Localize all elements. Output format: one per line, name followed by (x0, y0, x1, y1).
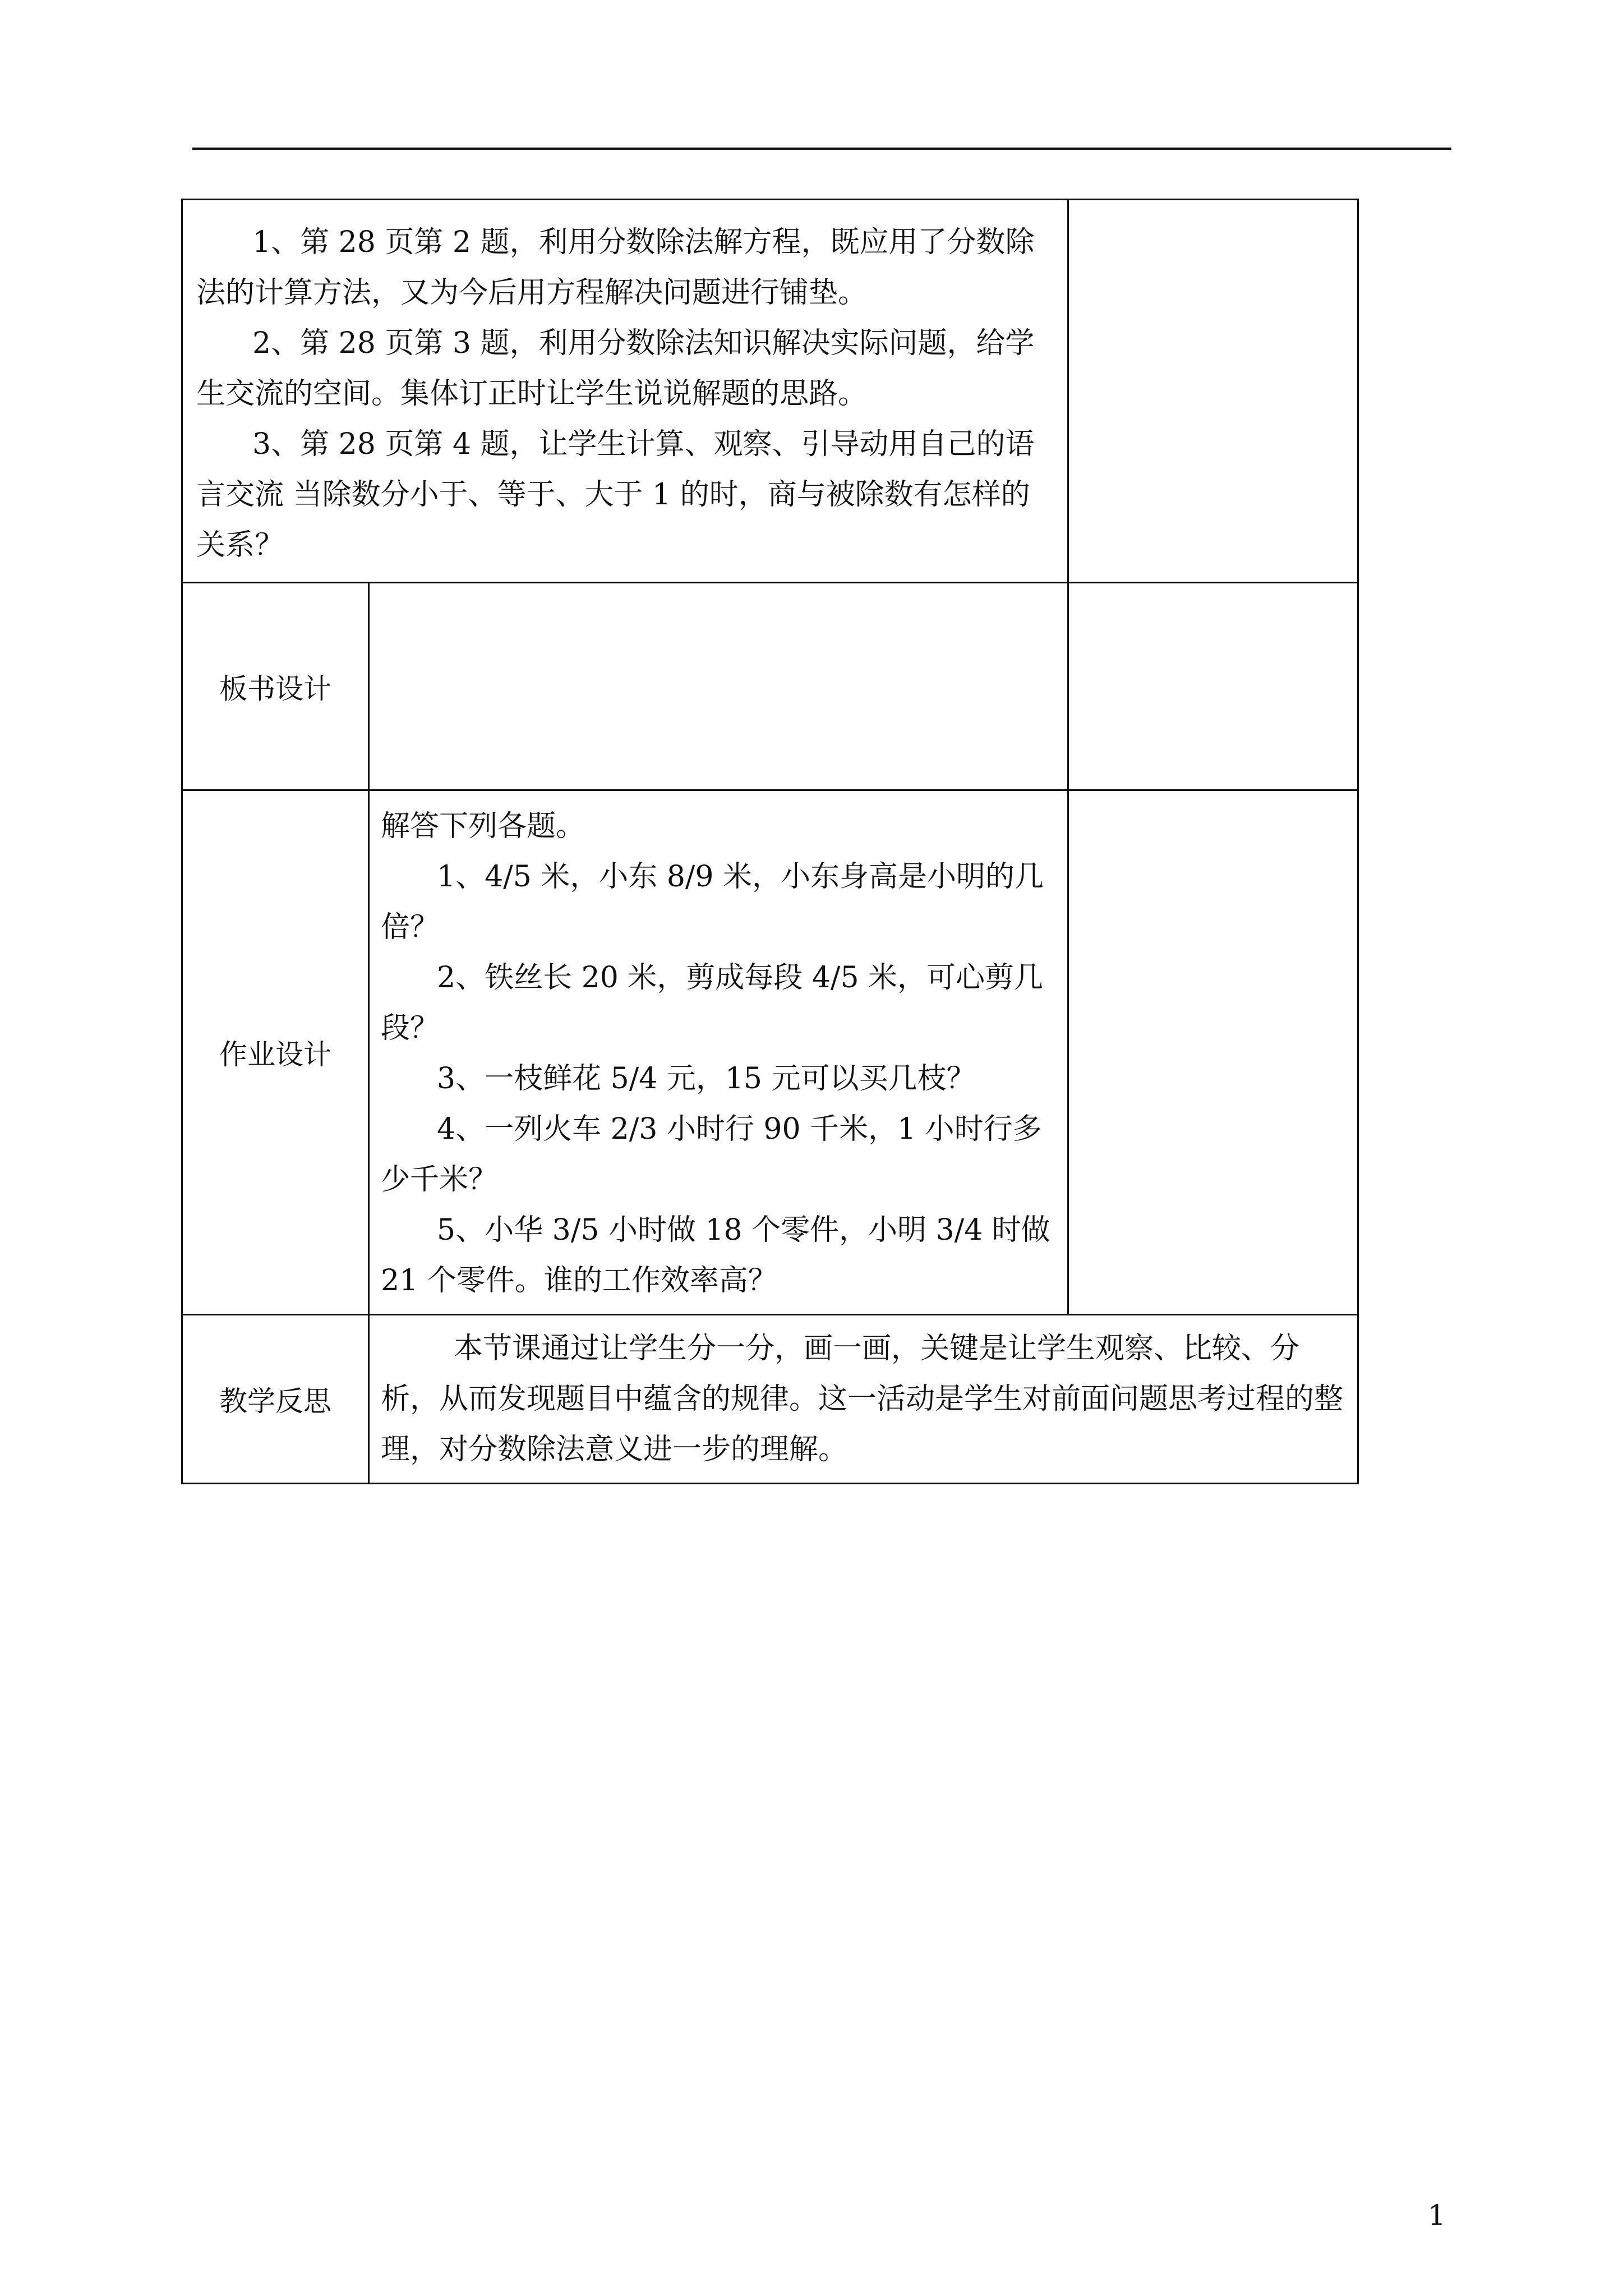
intro-row (182, 200, 1358, 583)
lesson-plan-table (181, 199, 1357, 1484)
homework-row (182, 790, 1358, 1315)
homework-item-2: 2、铁丝长 20 米，剪成每段 4/5 米，可心剪几段？ (381, 961, 1044, 1045)
intro-paragraph-2: 2、第 28 页第 3 题，利用分数除法知识解决实际问题，给学生交流的空间。集体订正时让学生说说解题的思路。 (196, 326, 1035, 411)
homework-item-1: 1、4/5 米，小东 8/9 米，小东身高是小明的几倍？ (381, 860, 1044, 944)
board-side-cell (1068, 583, 1358, 790)
board-content-cell (369, 583, 1068, 790)
reflection-text: 本节课通过让学生分一分，画一画，关键是让学生观察、比较、分析，从而发现题目中蕴含的规律。这一活动是学生对前面问题思考过程的整理，对分数除法意义进一步的理解。 (381, 1332, 1344, 1466)
homework-side-cell (1068, 790, 1358, 1315)
header-rule (192, 148, 1451, 150)
board-label: 板书设计 (182, 583, 369, 790)
homework-item-5: 5、小华 3/5 小时做 18 个零件，小明 3/4 时做 21 个零件。谁的工作效率高？ (381, 1213, 1050, 1297)
intro-paragraph-3: 3、第 28 页第 4 题，让学生计算、观察、引导动用自己的语言交流 当除数分小于、等于、大于 1 的时，商与被除数有怎样的关系？ (196, 427, 1035, 562)
homework-item-4: 4、一列火车 2/3 小时行 90 千米，1 小时行多少千米？ (381, 1112, 1042, 1197)
intro-side-cell (1068, 200, 1358, 583)
homework-heading: 解答下列各题。 (381, 809, 585, 843)
homework-item-3: 3、一枝鲜花 5/4 元，15 元可以买几枝？ (437, 1062, 976, 1096)
reflection-cell (369, 1315, 1358, 1484)
page-number: 1 (1428, 2199, 1446, 2231)
intro-cell (182, 200, 1068, 583)
homework-label: 作业设计 (182, 790, 369, 1315)
intro-paragraph-1: 1、第 28 页第 2 题，利用分数除法解方程，既应用了分数除法的计算方法，又为今后用方程解决问题进行铺垫。 (196, 226, 1035, 310)
reflection-row (182, 1315, 1358, 1484)
board-row (182, 583, 1358, 790)
reflection-label: 教学反思 (182, 1315, 369, 1484)
homework-cell (369, 790, 1068, 1315)
